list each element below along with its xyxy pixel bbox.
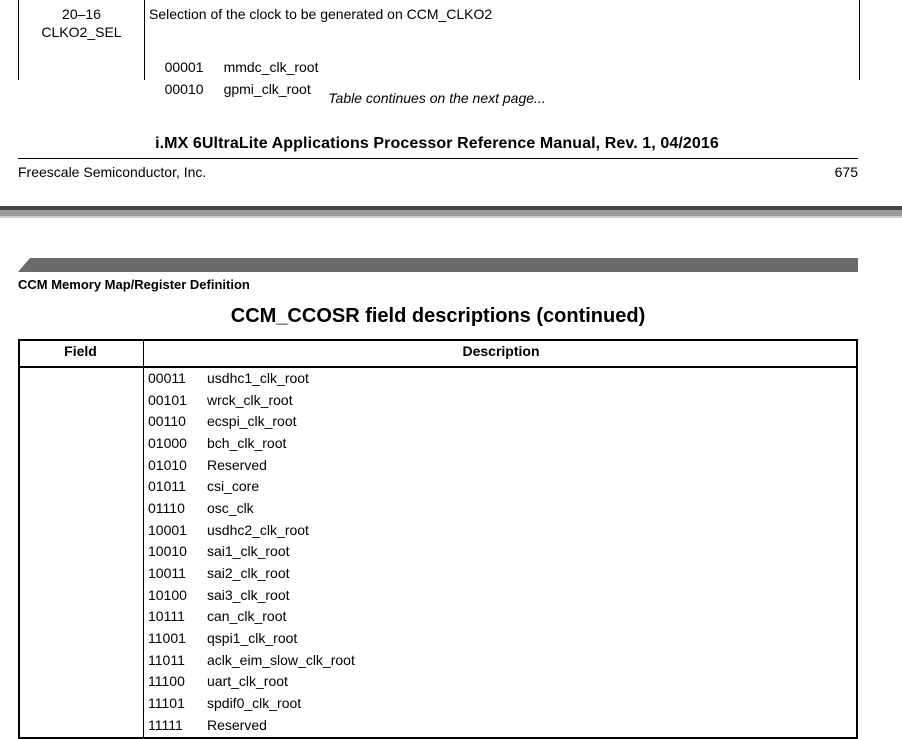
row-code: 10100 — [148, 587, 187, 603]
row-code: 11011 — [148, 652, 185, 668]
row-code: 00010 — [164, 81, 204, 97]
table-row — [148, 391, 293, 409]
section-header-bar — [18, 258, 858, 272]
field-descriptions-table — [18, 339, 858, 737]
row-label: Reserved — [207, 457, 267, 473]
page-number: 675 — [834, 164, 858, 180]
row-label: aclk_eim_slow_clk_root — [207, 652, 355, 668]
row-code: 10011 — [148, 565, 186, 581]
row-label: usdhc1_clk_root — [207, 370, 309, 386]
row-code: 11001 — [148, 630, 186, 646]
row-label: gpmi_clk_root — [223, 81, 311, 97]
row-label: can_clk_root — [207, 608, 287, 624]
row-label: usdhc2_clk_root — [207, 522, 309, 538]
field-name: CLKO2_SEL — [41, 24, 122, 40]
row-code: 01110 — [148, 500, 185, 516]
publisher: Freescale Semiconductor, Inc. — [18, 164, 207, 180]
field-bits: 20–16 — [62, 6, 101, 22]
row-label: Reserved — [207, 717, 267, 733]
table-row — [148, 607, 286, 625]
row-code: 11101 — [148, 695, 185, 711]
row-code: 10111 — [148, 608, 185, 624]
table-row — [148, 456, 267, 474]
row-code: 11111 — [148, 717, 183, 733]
column-divider — [143, 339, 144, 737]
table-row — [148, 716, 267, 734]
table-title: CCM_CCOSR field descriptions (continued) — [230, 305, 646, 327]
row-code: 00101 — [148, 392, 187, 408]
table-continues-note: Table continues on the next page... — [328, 90, 546, 106]
header-description: Description — [462, 343, 540, 359]
row-label: csi_core — [207, 478, 260, 494]
table-row — [148, 477, 259, 495]
row-label: uart_clk_root — [207, 673, 288, 689]
row-label: ecspi_clk_root — [207, 413, 297, 429]
row-code: 00001 — [164, 59, 204, 75]
table-row — [148, 521, 309, 539]
row-code: 01011 — [148, 478, 186, 494]
table-border — [18, 339, 858, 739]
top-field-table — [18, 0, 860, 97]
table-row — [148, 412, 297, 430]
row-label: osc_clk — [207, 500, 254, 516]
table-row — [148, 369, 309, 387]
row-label: bch_clk_root — [207, 435, 287, 451]
row-code: 01000 — [148, 435, 187, 451]
manual-title: i.MX 6UltraLite Applications Processor Reference Manual, Rev. 1, 04/2016 — [155, 135, 719, 152]
row-label: qspi1_clk_root — [207, 630, 298, 646]
field-description: Selection of the clock to be generated on CCM_CLKO2 — [149, 6, 493, 22]
table-row — [148, 694, 301, 712]
row-label: wrck_clk_root — [207, 392, 293, 408]
row-code: 00011 — [148, 370, 186, 386]
section-title: CCM Memory Map/Register Definition — [18, 277, 250, 292]
row-code: 01010 — [148, 457, 187, 473]
table-row — [148, 564, 290, 582]
header-divider — [18, 366, 858, 368]
table-row — [148, 542, 290, 560]
row-code: 10010 — [148, 543, 187, 559]
row-label: mmdc_clk_root — [223, 59, 319, 75]
footer-divider — [18, 158, 858, 159]
row-label: spdif0_clk_root — [207, 695, 302, 711]
table-row — [148, 499, 254, 517]
row-label: sai2_clk_root — [207, 565, 290, 581]
row-label: sai3_clk_root — [207, 587, 290, 603]
table-row — [149, 62, 311, 116]
table-row — [148, 586, 290, 604]
row-label: sai1_clk_root — [207, 543, 290, 559]
row-code: 00110 — [148, 413, 186, 429]
table-row — [148, 629, 297, 647]
table-row — [148, 672, 288, 690]
page-separator — [0, 216, 902, 218]
table-row — [148, 434, 286, 452]
table-row — [148, 651, 355, 669]
row-code: 10001 — [148, 522, 187, 538]
header-field: Field — [64, 343, 97, 359]
row-code: 11100 — [148, 673, 185, 689]
column-divider — [144, 0, 145, 80]
